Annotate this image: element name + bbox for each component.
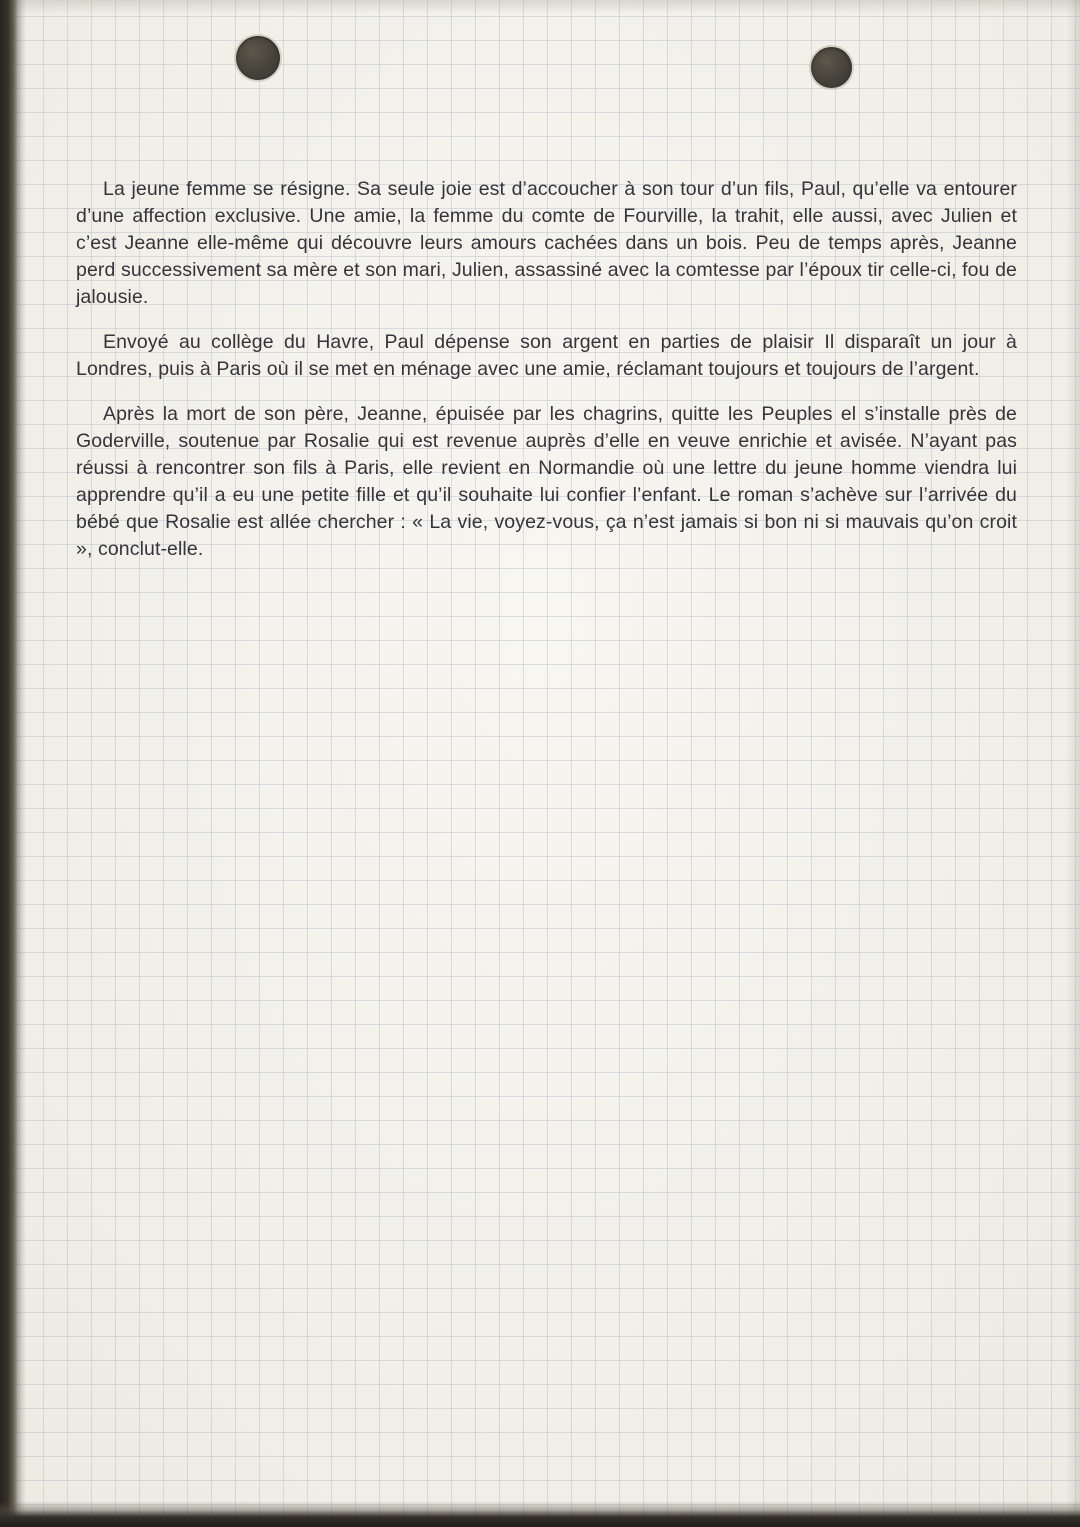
- scan-edge-bottom: [0, 1501, 1080, 1527]
- scan-edge-top: [0, 0, 1080, 14]
- paragraph-1: La jeune femme se résigne. Sa seule joie est d’accoucher à son tour d’un fils, Paul, qu’elle va entourer d’une affection exclusive. Une amie, la femme du comte de Fourville, la trahit, elle aussi, avec Julien et c’est Jeanne elle-même qui découvre leurs amours cachées dans un bois. Peu de temps après, Jeanne perd successivement sa mère et son mari, Julien, assassiné avec la comtesse par l’époux tir celle-ci, fou de jalousie.: [76, 178, 1017, 308]
- scan-edge-right: [1066, 0, 1080, 1527]
- punch-hole-right-icon: [811, 47, 852, 88]
- punch-hole-left-icon: [236, 36, 280, 80]
- paragraph-3: Après la mort de son père, Jeanne, épuisée par les chagrins, quitte les Peuples el s’installe près de Goderville, soutenue par Rosalie qui est revenue auprès d’elle en veuve enrichie et avisée. N’ayant pas réussi à rencontrer son fils à Paris, elle revient en Normandie où une lettre du jeune homme viendra lui apprendre qu’il a eu une petite fille et qu’il souhaite lui confier l’enfant. Le roman s’achève sur l’arrivée du bébé que Rosalie est allée chercher : « La vie, voyez-vous, ça n’est jamais si bon ni si mauvais qu’on croit », conclut-elle.: [76, 403, 1017, 560]
- scan-edge-left: [0, 0, 26, 1527]
- paragraph-2: Envoyé au collège du Havre, Paul dépense son argent en parties de plaisir Il disparaît un jour à Londres, puis à Paris où il se met en ménage avec une amie, réclamant toujours et toujours de l’argent.: [76, 331, 1017, 380]
- document-text: [76, 176, 1017, 581]
